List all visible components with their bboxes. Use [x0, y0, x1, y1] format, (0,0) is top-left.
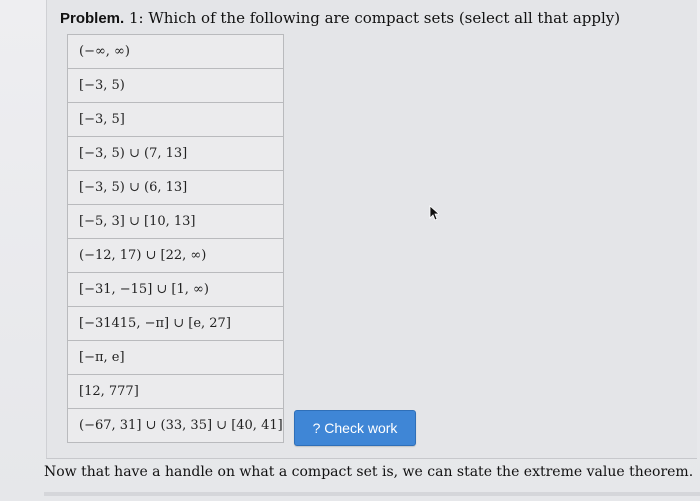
- option-row[interactable]: [68, 273, 284, 307]
- option-row[interactable]: [68, 205, 284, 239]
- option-cell[interactable]: (−∞, ∞): [68, 35, 284, 69]
- divider: [44, 492, 700, 496]
- option-cell[interactable]: (−67, 31] ∪ (33, 35] ∪ [40, 41]: [68, 409, 284, 443]
- option-cell[interactable]: [−31415, −π] ∪ [e, 27]: [68, 307, 284, 341]
- option-row[interactable]: [68, 171, 284, 205]
- option-row[interactable]: [68, 69, 284, 103]
- check-work-button[interactable]: ? Check work: [294, 410, 416, 446]
- option-cell[interactable]: [−5, 3] ∪ [10, 13]: [68, 205, 284, 239]
- option-cell[interactable]: (−12, 17) ∪ [22, ∞): [68, 239, 284, 273]
- option-cell[interactable]: [−3, 5): [68, 69, 284, 103]
- option-row[interactable]: [68, 137, 284, 171]
- option-row[interactable]: [68, 103, 284, 137]
- option-row[interactable]: [68, 35, 284, 69]
- option-cell[interactable]: [12, 777]: [68, 375, 284, 409]
- options-table: [67, 34, 284, 443]
- mouse-cursor-icon: [429, 205, 439, 221]
- option-row[interactable]: [68, 341, 284, 375]
- problem-header: [60, 9, 620, 27]
- option-cell[interactable]: [−π, e]: [68, 341, 284, 375]
- problem-label: Problem.: [60, 10, 125, 27]
- problem-number: 1: [128, 9, 139, 27]
- option-row[interactable]: [68, 409, 284, 443]
- problem-prompt: : Which of the following are compact sets (select all that apply): [138, 9, 621, 27]
- option-row[interactable]: [68, 239, 284, 273]
- option-row[interactable]: [68, 307, 284, 341]
- option-cell[interactable]: [−31, −15] ∪ [1, ∞): [68, 273, 284, 307]
- option-cell[interactable]: [−3, 5) ∪ (6, 13]: [68, 171, 284, 205]
- option-cell[interactable]: [−3, 5]: [68, 103, 284, 137]
- option-row[interactable]: [68, 375, 284, 409]
- option-cell[interactable]: [−3, 5) ∪ (7, 13]: [68, 137, 284, 171]
- footer-text: Now that have a handle on what a compact set is, we can state the extreme value theorem.: [44, 464, 694, 480]
